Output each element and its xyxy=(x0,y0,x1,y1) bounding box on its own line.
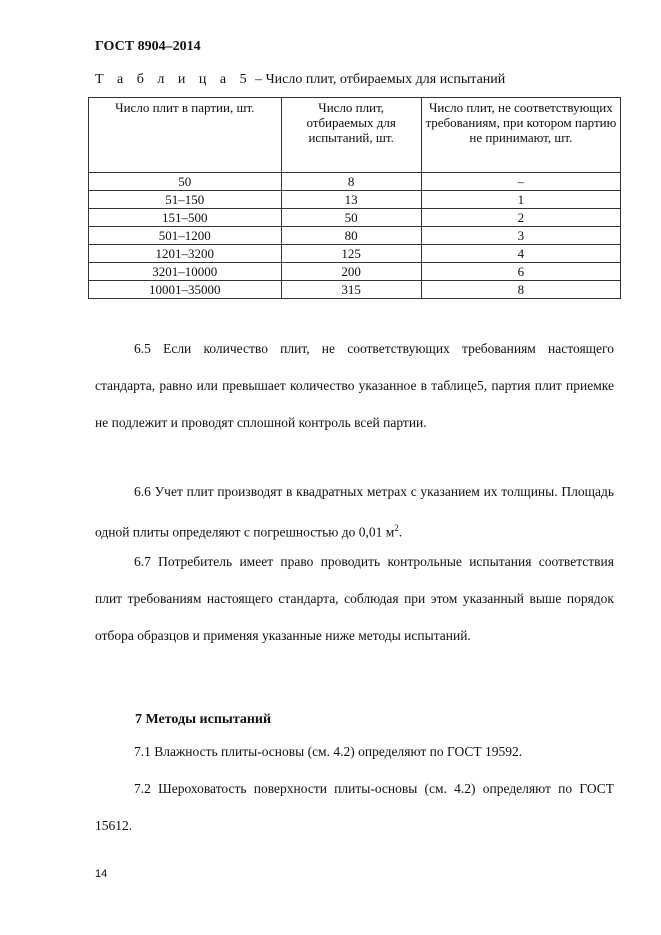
document-header: ГОСТ 8904–2014 xyxy=(95,39,201,54)
paragraph-text: 7.2 Шероховатость поверхности плиты-основы (см. 4.2) определяют по ГОСТ 15612. xyxy=(95,781,614,833)
paragraph-6-6 xyxy=(95,473,614,551)
table-row xyxy=(89,281,621,299)
table-cell: 8 xyxy=(281,173,421,191)
table-row xyxy=(89,173,621,191)
table-header-row xyxy=(89,98,621,173)
page-number: 14 xyxy=(95,868,108,880)
table-caption-text: – Число плит, отбираемых для испытаний xyxy=(255,72,506,87)
table-cell: 50 xyxy=(281,209,421,227)
paragraph-text: 6.5 Если количество плит, не соответствующих требованиям настоящего стандарта, равно или превышает количество указанное в таблице5, партия плит приемке не подлежит и проводят сплошной контроль всей партии. xyxy=(95,341,614,430)
paragraph-text: 6.7 Потребитель имеет право проводить контрольные испытания соответствия плит требованиям настоящего стандарта, соблюдая при этом указанный выше порядок отбора образцов и применяя указанные ниже методы испытаний. xyxy=(95,554,614,643)
paragraph-text-end: . xyxy=(398,524,403,540)
paragraph-6-5 xyxy=(95,330,614,441)
paragraph-7-1 xyxy=(95,733,614,770)
table-caption-prefix: Т а б л и ц а 5 xyxy=(95,72,252,87)
table-row xyxy=(89,191,621,209)
table-cell: 501–1200 xyxy=(89,227,282,245)
table-row xyxy=(89,245,621,263)
paragraph-text: 7.1 Влажность плиты-основы (см. 4.2) определяют по ГОСТ 19592. xyxy=(134,744,523,759)
table-row xyxy=(89,263,621,281)
table-cell: 8 xyxy=(421,281,620,299)
superscript: 2 xyxy=(394,523,399,533)
table-cell: 13 xyxy=(281,191,421,209)
table-row xyxy=(89,227,621,245)
table-cell: 50 xyxy=(89,173,282,191)
table-cell: 80 xyxy=(281,227,421,245)
table-cell: 200 xyxy=(281,263,421,281)
table-cell: 2 xyxy=(421,209,620,227)
table-cell: 3 xyxy=(421,227,620,245)
column-header: Число плит, не соответствующих требованиям, при котором партию не принимают, шт. xyxy=(421,98,620,173)
table-row xyxy=(89,209,621,227)
table-cell: 3201–10000 xyxy=(89,263,282,281)
table-cell: – xyxy=(421,173,620,191)
table-cell: 151–500 xyxy=(89,209,282,227)
paragraph-7-2 xyxy=(95,770,614,844)
table-cell: 4 xyxy=(421,245,620,263)
table-cell: 1201–3200 xyxy=(89,245,282,263)
paragraph-text: 6.6 Учет плит производят в квадратных метрах с указанием их толщины. Площадь одной плиты определяют с погрешностью до 0,01 м xyxy=(95,484,614,540)
column-header: Число плит в партии, шт. xyxy=(89,98,282,173)
table-cell: 315 xyxy=(281,281,421,299)
sample-table xyxy=(88,97,621,299)
table-cell: 6 xyxy=(421,263,620,281)
paragraph-6-7 xyxy=(95,543,614,654)
table-cell: 1 xyxy=(421,191,620,209)
table-caption xyxy=(95,72,505,88)
table-cell: 10001–35000 xyxy=(89,281,282,299)
section-heading: 7 Методы испытаний xyxy=(135,712,272,727)
column-header: Число плит, отбираемых для испытаний, шт. xyxy=(281,98,421,173)
table-cell: 51–150 xyxy=(89,191,282,209)
table-cell: 125 xyxy=(281,245,421,263)
